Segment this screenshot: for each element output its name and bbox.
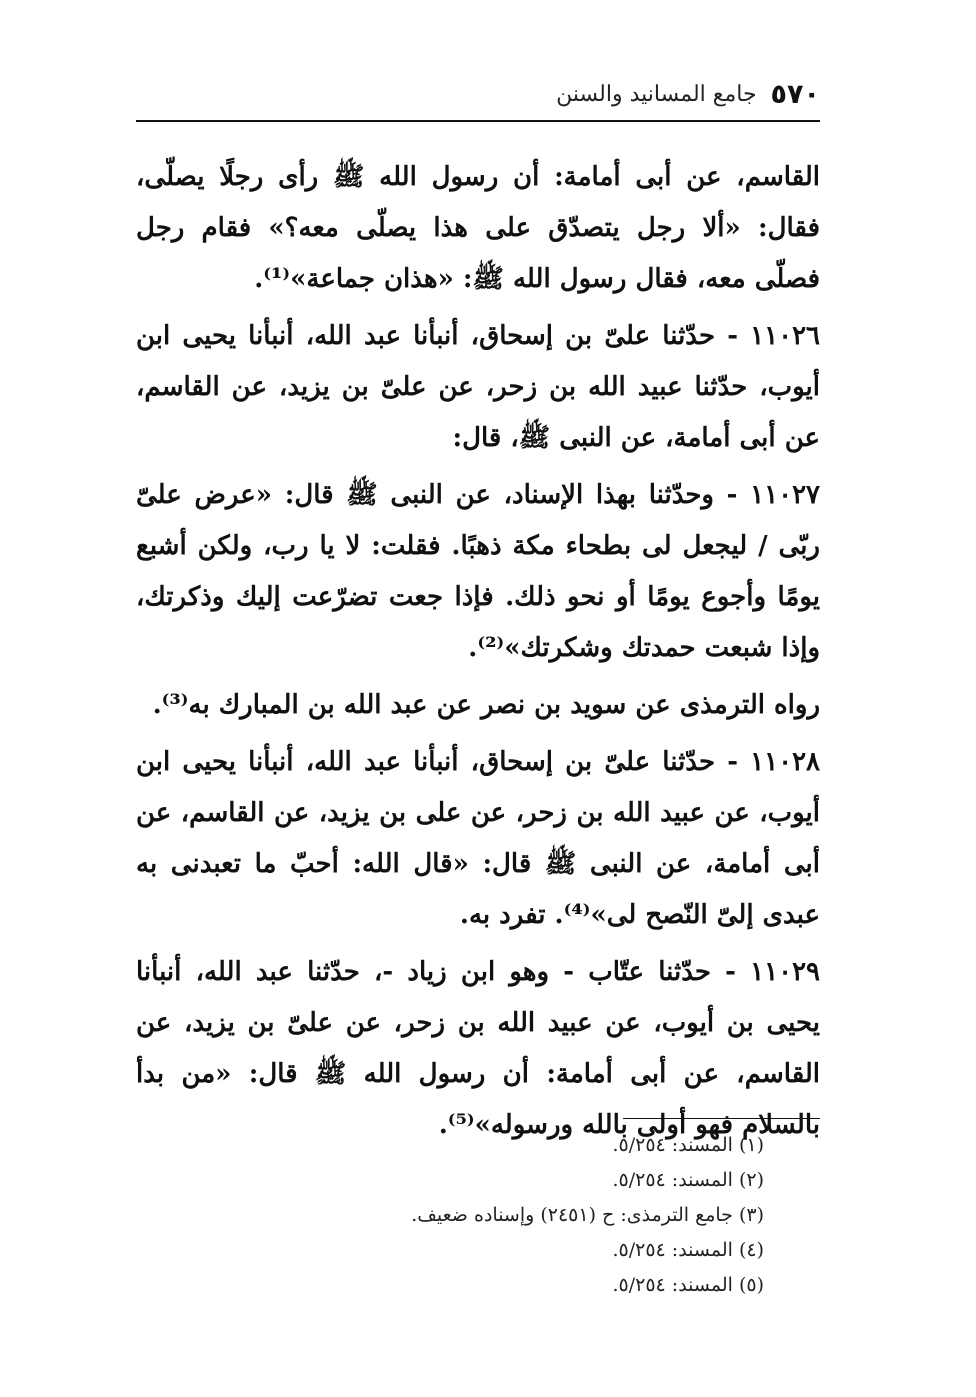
paragraph-continuation: القاسم، عن أبى أمامة: أن رسول الله ﷺ رأى رجلًا يصلّى، فقال: «ألا رجل يتصدّق على هذا يصلّى معه؟» فقام رجل فصلّى معه، فقال رسول الله ﷺ: «هذان جماعة»⁽¹⁾. [136, 162, 820, 294]
hadith-11027: ١١٠٢٧ - وحدّثنا بهذا الإسناد، عن النبى ﷺ قال: «عرض علىّ ربّى / ليجعل لى بطحاء مكة ذهبًا. فقلت: لا يا رب، ولكن أشبع يومًا وأجوع يومًا أو نحو ذلك. فإذا جعت تضرّعت إليك وذكرتك، وإذا شبعت حمدتك وشكرتك»⁽²⁾. [136, 480, 820, 663]
hadith-11028: ١١٠٢٨ - حدّثنا علىّ بن إسحاق، أنبأنا عبد الله، أنبأنا يحيى ابن أيوب، عن عبيد الله بن زحر، عن على بن يزيد، عن القاسم، عن أبى أمامة، عن النبى ﷺ قال: «قال الله: أحبّ ما تعبدنى به عبدى إلىّ النّصح لى»⁽⁴⁾. تفرد به. [136, 747, 820, 930]
header-rule [136, 120, 820, 122]
footnote-3: (٣) جامع الترمذى: ح (٢٤٥١) وإسناده ضعيف. [411, 1204, 764, 1226]
page-header [136, 72, 820, 116]
footnote-4: (٤) المسند: ٥/٢٥٤. [612, 1239, 764, 1261]
hadith-11026: ١١٠٢٦ - حدّثنا علىّ بن إسحاق، أنبأنا عبد الله، أنبأنا يحيى ابن أيوب، حدّثنا عبيد الله بن زحر، عن علىّ بن يزيد، عن القاسم، عن أبى أمامة، عن النبى ﷺ، قال: [136, 321, 820, 453]
main-text [136, 152, 820, 1157]
hadith-11029: ١١٠٢٩ - حدّثنا عتّاب - وهو ابن زياد -، حدّثنا عبد الله، أنبأنا يحيى بن أيوب، عن عبيد الله بن زحر، عن علىّ بن يزيد، عن القاسم، عن أبى أمامة: أن رسول الله ﷺ قال: «من بدأ بالسلام فهو أولى بالله ورسوله»⁽⁵⁾. [136, 957, 820, 1140]
page-number: ٥٧٠ [770, 78, 820, 110]
tirmidhi-note: رواه الترمذى عن سويد بن نصر عن عبد الله بن المبارك به⁽³⁾. [152, 690, 820, 720]
footnote-rule [623, 1118, 820, 1119]
footnote-2: (٢) المسند: ٥/٢٥٤. [612, 1169, 764, 1191]
footnote-1: (١) المسند: ٥/٢٥٤. [612, 1134, 764, 1156]
running-title: جامع المسانيد والسنن [556, 81, 757, 107]
footnotes [136, 1128, 764, 1303]
footnote-5: (٥) المسند: ٥/٢٥٤. [612, 1274, 764, 1296]
